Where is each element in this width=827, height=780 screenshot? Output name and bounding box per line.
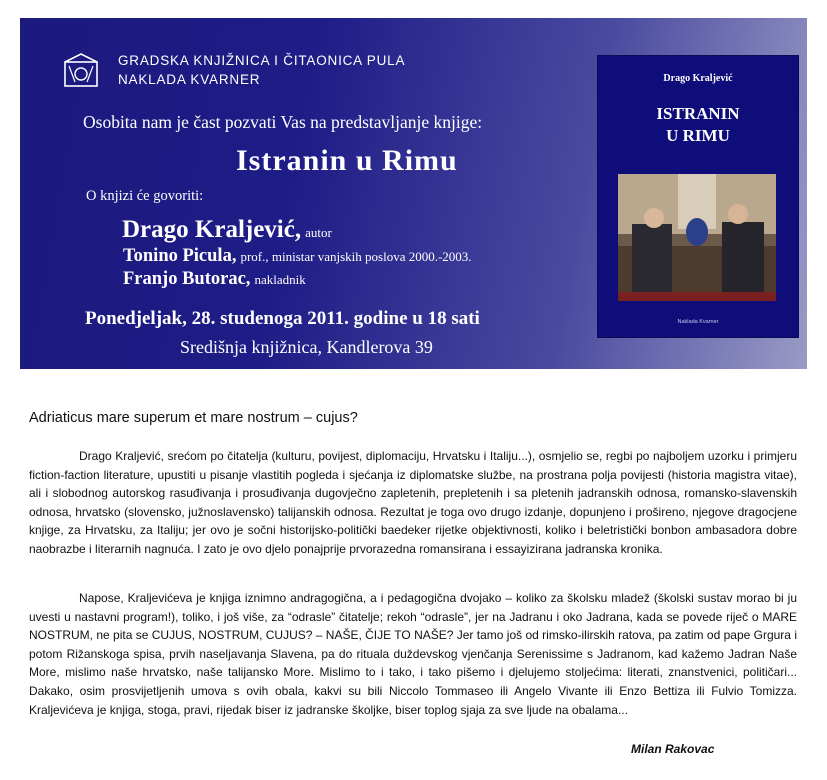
cover-publisher: Naklada Kvarner: [677, 319, 719, 325]
library-logo-icon: [61, 52, 101, 90]
cover-author: Drago Kraljević: [663, 73, 733, 84]
speaker-guest: [123, 246, 472, 267]
article-paragraph: Napose, Kraljevićeva je knjiga iznimno andragogična, a i pedagogična dvojako – koliko za školsku mladež (školski sustav morao bi ju uvesti u nastavni program!), toliko, i još više, za “odrasle” čitatelje; rekoh “odrasle”, jer na Jadranu i oko Jadrana, kada se povede riječ o MARE NOSTRUM, ne pita se CUJUS, NOSTRUM, CUJUS? – NAŠE, ČIJE TO NAŠE? Jer tamo još od rimsko-ilirskih ratova, pa zatim od pape Grgura i potom Rižanskoga spisa, prvih naseljavanja Slavena, pa do rituala duždevskog vjenčanja Serenissime s Jadranom, kad kažemo Jadran Naše More, mislimo naše hrvatsko, naše talijansko More. Mislimo to i tako, i tako pišemo i djelujemo stoljećima: literati, znanstvenici, političari... Dakako, osim prosvijetljenih umova s ovih obala, kakvi su bili Niccolo Tommaseo ili Angelo Vivante ili Enzo Bettiza ili Fulvio Tomizza. Kraljevićeva je knjiga, stoga, pravi, rijedak biser iz jadranske školjke, biser toplog sjaja za sve ljude na obalama...: [29, 591, 797, 717]
cover-title-line: ISTRANIN: [656, 104, 740, 123]
organizers: [118, 51, 405, 89]
article-paragraph: Drago Kraljević, srećom po čitatelja (kulturu, povijest, diplomaciju, Hrvatsku i Italiju...), osmjelio se, regbi po najboljem uzorku i primjeru fiction-faction literature, upustiti u pisanje vlastitih pogleda i sjećanja iz diplomatske službe, na prostrana polja povijesti (historia magistra vitae), ali i slobodnog autorskog rasuđivanja i prosuđivanja dugovječno zapletenih, prepletenih i sa pletenih jadranskih odnosa, romansko-slavenskih odnosa, hrvatsko (slovensko, južnoslavensko) talijanskih odnosa. Rezultat je toga ovo drugo izdanje, dopunjeno i prošireno, njegove dragocjene knjige, za Hrvatsku, za Italiju; jer ovo je sočni historijsko-politički baedeker rijetke objektivnosti, koliko i beletristički bonbon ambasadora dobre naobrazbe i literarnih nagnuća. I zato je ovo djelo ponajprije prvorazedna romansirana i essayizirana jadranska kronika.: [29, 449, 797, 556]
cover-photo: [618, 174, 776, 301]
speaker-author: [122, 216, 332, 244]
org-library: GRADSKA KNJIŽNICA I ČITAONICA PULA: [118, 53, 406, 68]
speakers-intro: O knjizi će govoriti:: [86, 188, 204, 204]
speaker-name: Franjo Butorac,: [123, 269, 251, 289]
event-venue: Središnja knjižnica, Kandlerova 39: [180, 337, 433, 357]
invitation-text: Osobita nam je čast pozvati Vas na predstavljanje knjige:: [83, 112, 483, 132]
org-publisher: NAKLADA KVARNER: [118, 72, 261, 87]
event-date: Ponedjeljak, 28. studenoga 2011. godine u 18 sati: [85, 308, 480, 329]
speaker-role: nakladnik: [254, 272, 306, 287]
article-signature: Milan Rakovac: [631, 742, 715, 756]
speaker-role: prof., ministar vanjskih poslova 2000.-2003.: [240, 249, 472, 264]
book-title: Istranin u Rimu: [236, 144, 458, 177]
speaker-name: Tonino Picula,: [123, 246, 237, 266]
cover-title-line: U RIMU: [666, 126, 730, 145]
speaker-name: Drago Kraljević,: [122, 216, 302, 243]
book-cover: [597, 55, 799, 338]
speaker-role: autor: [305, 225, 332, 240]
invitation-banner: [20, 18, 807, 369]
cover-title: [598, 103, 798, 147]
speaker-publisher: [123, 269, 306, 290]
article-heading: Adriaticus mare superum et mare nostrum – cujus?: [29, 410, 358, 426]
